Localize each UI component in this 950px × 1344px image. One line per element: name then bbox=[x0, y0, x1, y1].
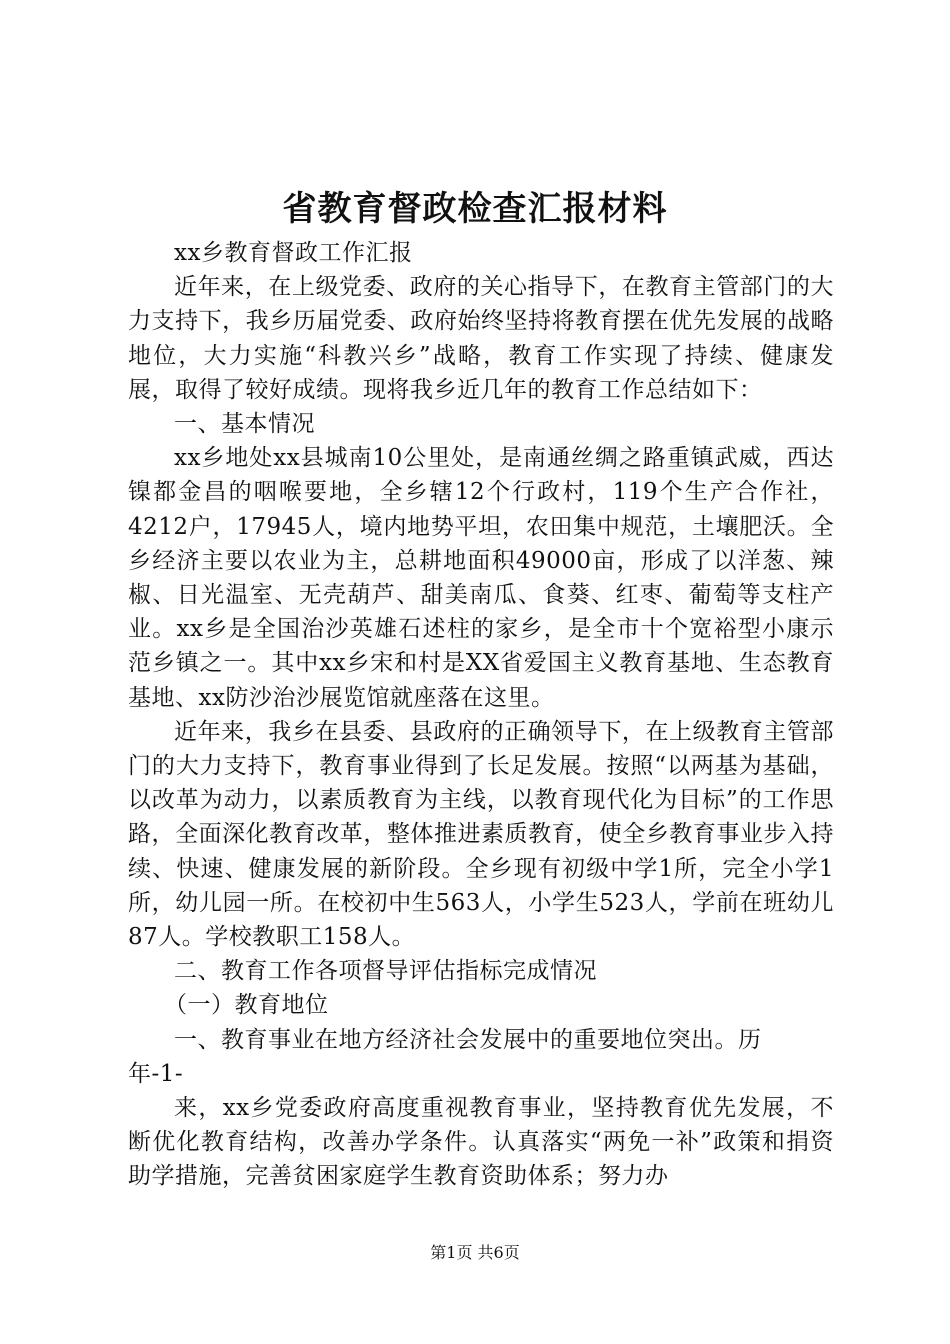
document-title: 省教育督政检查汇报材料 bbox=[282, 189, 668, 229]
section-heading-evaluation: 二、教育工作各项督导评估指标完成情况 bbox=[174, 958, 597, 985]
report-subtitle: xx乡教育督政工作汇报 bbox=[174, 240, 413, 266]
page-marker-text: 年-1- bbox=[128, 1060, 184, 1087]
subsection-heading-education-status: （一）教育地位 bbox=[164, 992, 329, 1019]
document-body bbox=[128, 236, 834, 1194]
intro-paragraph: 近年来，在上级党委、政府的关心指导下，在教育主管部门的大力支持下，我乡历届党委、政府始终坚持将教育摆在优先发展的战略地位，大力实施“科教兴乡”战略，教育工作实现了持续、健康发展，取得了较好成绩。现将我乡近几年的教育工作总结如下： bbox=[128, 274, 834, 403]
section-heading-basic-info: 一、基本情况 bbox=[174, 411, 315, 438]
basic-info-paragraph: xx乡地处xx县城南10公里处，是南通丝绸之路重镇武威，西达镍都金昌的咽喉要地，全乡辖12个行政村，119个生产合作社，4212户，17945人，境内地势平坦，农田集中规范，土壤肥沃。全乡经济主要以农业为主，总耕地面积49000亩，形成了以洋葱、辣椒、日光温室、无壳葫芦、甜美南瓜、食葵、红枣、葡萄等支柱产业。xx乡是全国治沙英雄石述柱的家乡，是全市十个宽裕型小康示范乡镇之一。其中xx乡宋和村是XX省爱国主义教育基地、生态教育基地、xx防沙治沙展览馆就座落在这里。 bbox=[128, 445, 834, 711]
development-paragraph: 近年来，我乡在县委、县政府的正确领导下，在上级教育主管部门的大力支持下，教育事业得到了长足发展。按照“以两基为基础，以改革为动力，以素质教育为主线，以教育现代化为目标”的工作思路，全面深化教育改革，整体推进素质教育，使全乡教育事业步入持续、快速、健康发展的新阶段。全乡现有初级中学1所，完全小学1所，幼儿园一所。在校初中生563人，小学生523人，学前在班幼儿87人。学校教职工158人。 bbox=[128, 718, 834, 951]
page-footer: 第1页 共6页 bbox=[430, 1243, 520, 1262]
point-one-paragraph: 一、教育事业在地方经济社会发展中的重要地位突出。历 bbox=[174, 1026, 762, 1053]
continuation-paragraph: 来，xx乡党委政府高度重视教育事业，坚持教育优先发展，不断优化教育结构，改善办学条件。认真落实“两免一补”政策和捐资助学措施，完善贫困家庭学生教育资助体系；努力办 bbox=[128, 1095, 834, 1190]
